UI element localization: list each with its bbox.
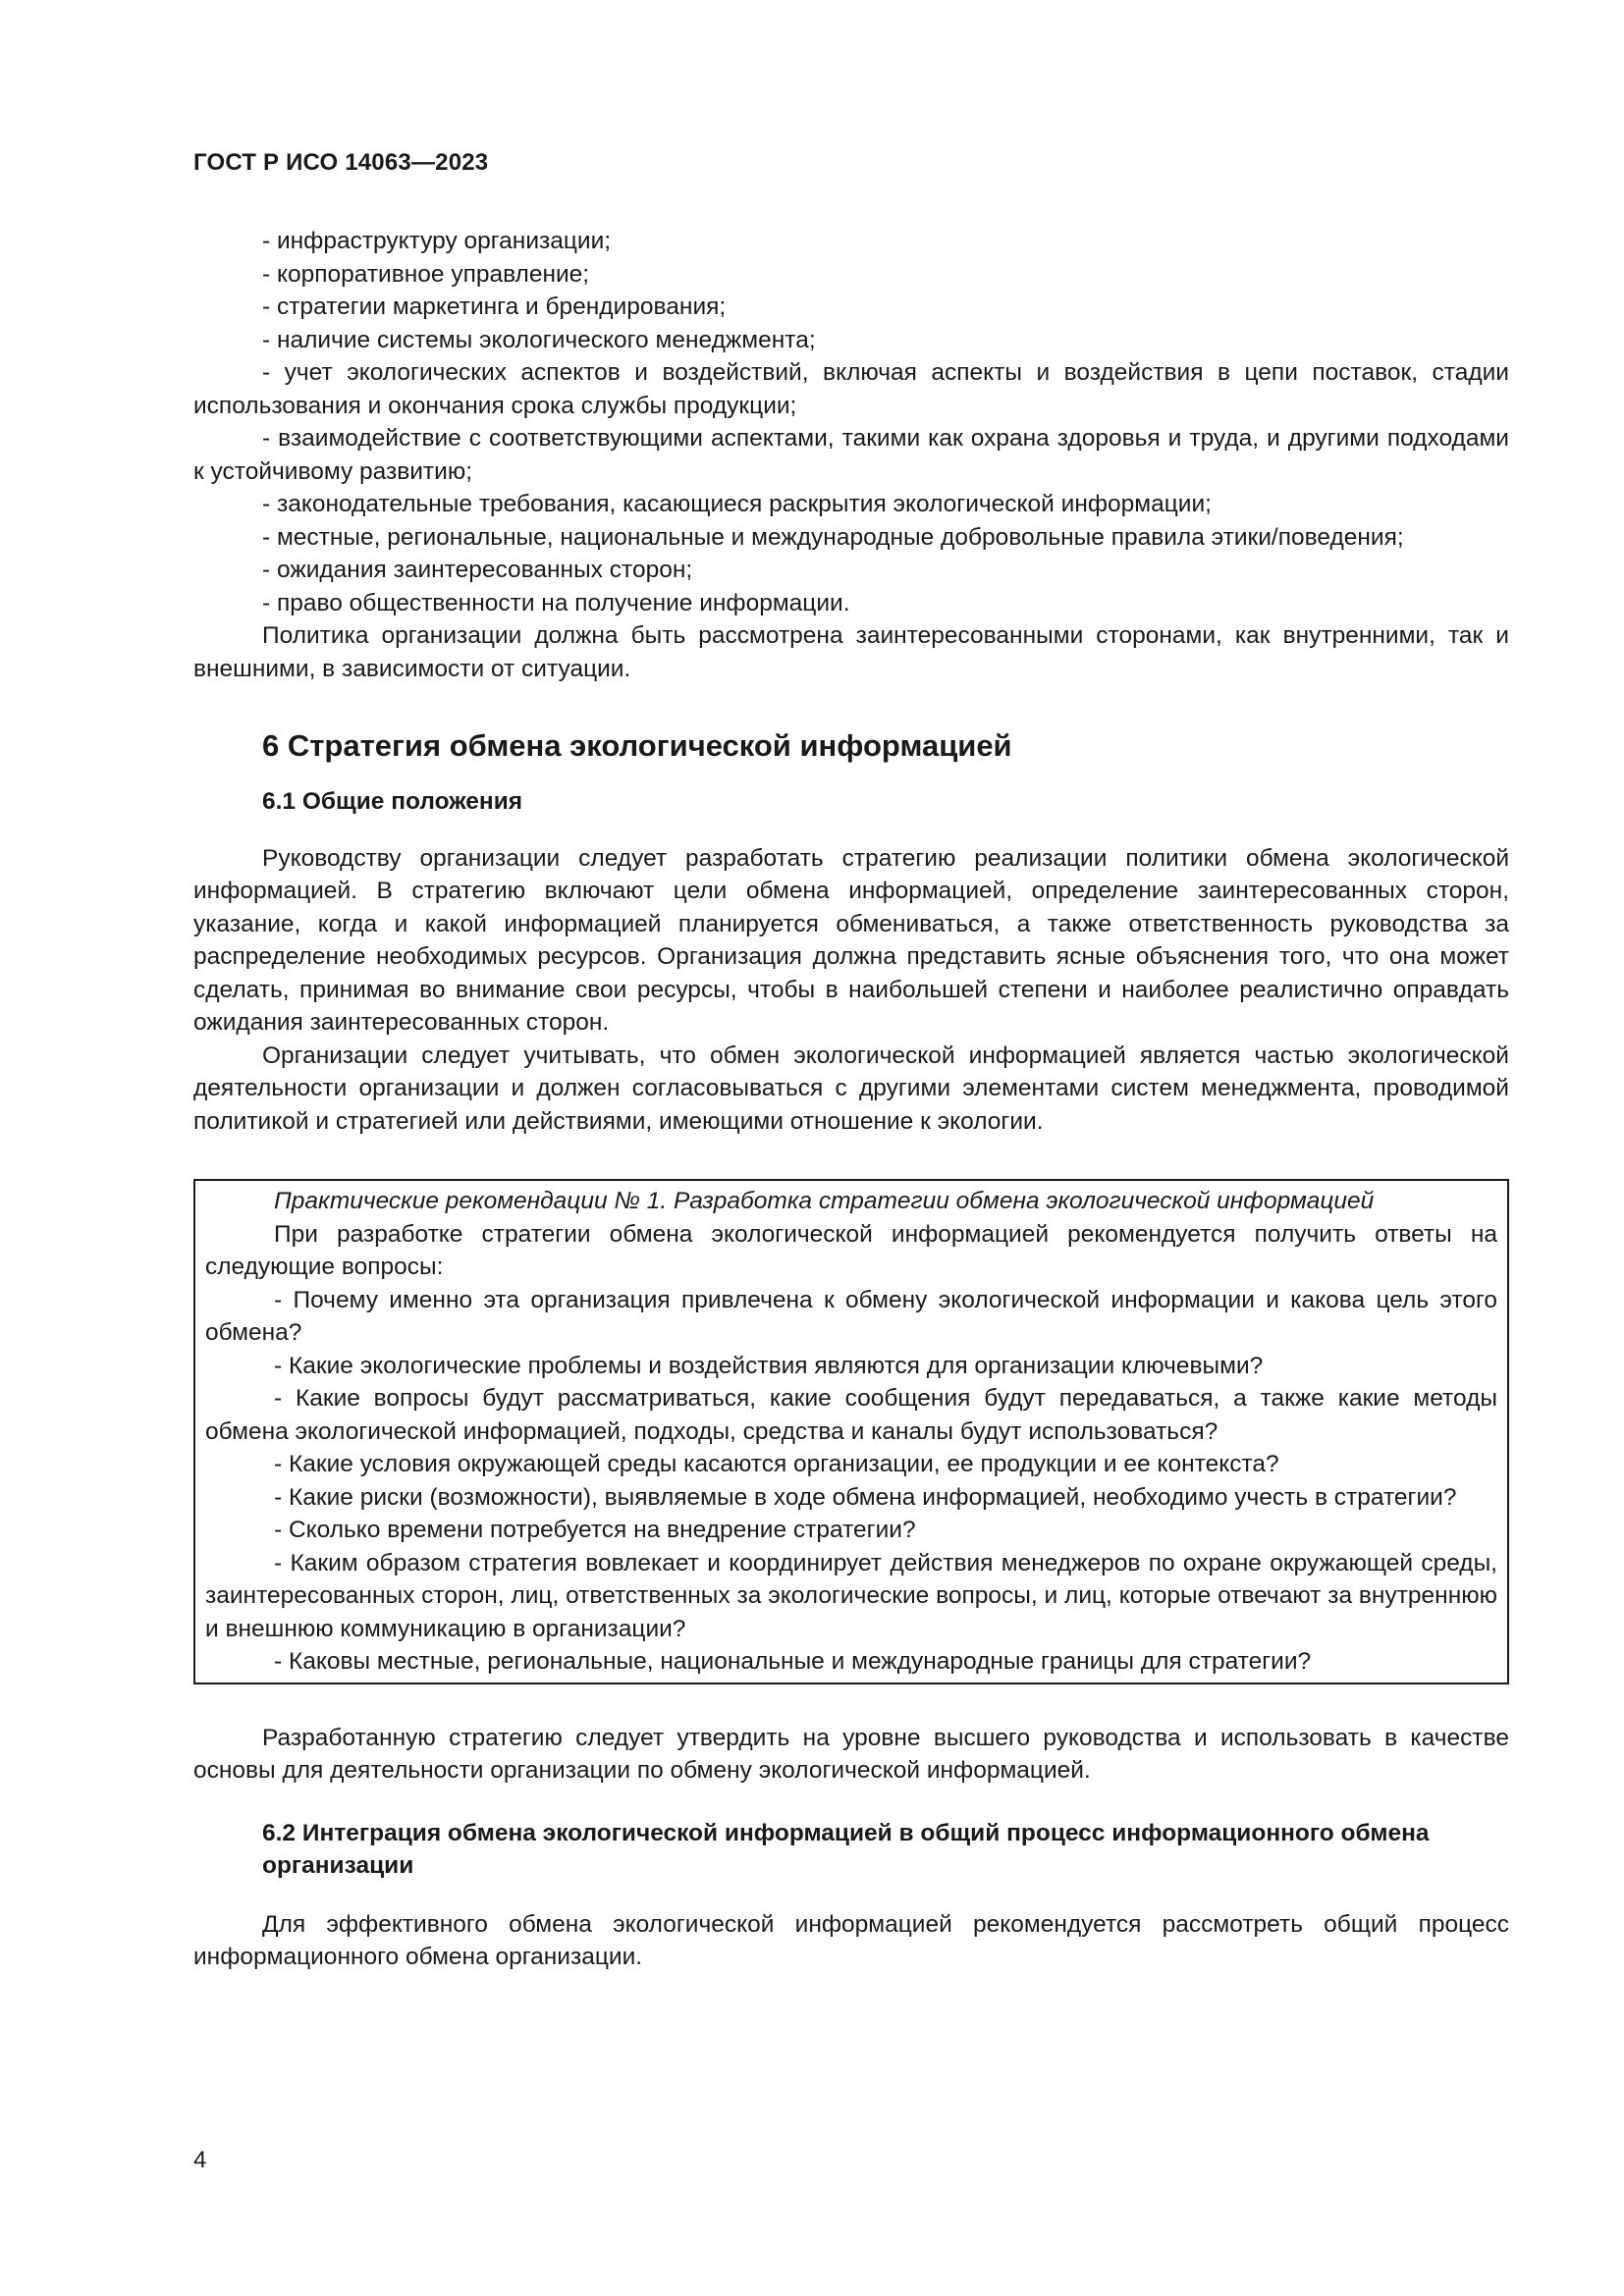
policy-factors-list <box>193 225 1509 619</box>
subsection-6-2-title: 6.2 Интеграция обмена экологической информацией в общий процесс информационного обмена организации <box>262 1819 1430 1879</box>
page-content <box>193 225 1509 1974</box>
recommendation-question: - Каким образом стратегия вовлекает и координирует действия менеджеров по охране окружающей среды, заинтересованных сторон, лиц, ответственных за экологические вопросы, и лиц, которые отвечают за внутреннюю и внешнюю коммуникацию в организации? <box>205 1549 1497 1642</box>
recommendation-question: - Почему именно эта организация привлечена к обмену экологической информации и какова цель этого обмена? <box>205 1286 1497 1346</box>
list-item: - инфраструктуру организации; <box>262 228 612 254</box>
list-item: - ожидания заинтересованных сторон; <box>262 557 693 583</box>
recommendation-question: - Какие вопросы будут рассматриваться, какие сообщения будут передаваться, а также какие методы обмена экологической информацией, подходы, средства и каналы будут использоваться? <box>205 1385 1497 1445</box>
subsection-6-1-title: 6.1 Общие положения <box>262 788 523 815</box>
paragraph: Для эффективного обмена экологической информацией рекомендуется рассмотреть общий процесс информационного обмена организации. <box>193 1910 1509 1970</box>
recommendation-question: - Сколько времени потребуется на внедрение стратегии? <box>274 1517 916 1543</box>
list-item: - взаимодействие с соответствующими аспектами, такими как охрана здоровья и труда, и другими подходами к устойчивому развитию; <box>193 425 1509 485</box>
strategy-approval-paragraph: Разработанную стратегию следует утвердить на уровне высшего руководства и использовать в качестве основы для деятельности организации по обмену экологической информацией. <box>193 1724 1509 1784</box>
recommendation-question: - Какие условия окружающей среды касаются организации, ее продукции и ее контекста? <box>274 1451 1279 1477</box>
list-item: - право общественности на получение информации. <box>262 589 850 616</box>
list-item: - учет экологических аспектов и воздействий, включая аспекты и воздействия в цепи поставок, стадии использования и окончания срока службы продукции; <box>193 359 1509 419</box>
recommendation-question: - Каковы местные, региональные, национальные и международные границы для стратегии? <box>274 1648 1312 1675</box>
list-item: - корпоративное управление; <box>262 260 590 288</box>
list-item: - стратегии маркетинга и брендирования; <box>262 294 727 320</box>
list-item: - законодательные требования, касающиеся раскрытия экологической информации; <box>262 491 1212 517</box>
recommendation-question: - Какие риски (возможности), выявляемые в ходе обмена информацией, необходимо учесть в стратегии? <box>274 1483 1457 1511</box>
page-number: 4 <box>193 2147 207 2173</box>
paragraph: Организации следует учитывать, что обмен экологической информацией является частью экологической деятельности организации и должен согласовываться с другими элементами систем менеджмента, проводимой политикой и стратегией или действиями, имеющими отношение к экологии. <box>193 1041 1509 1135</box>
paragraph: Руководству организации следует разработать стратегию реализации политики обмена экологической информацией. В стратегию включают цели обмена информацией, определение заинтересованных сторон, указание, когда и какой информацией планируется обмениваться, а также ответственность руководства за распределение необходимых ресурсов. Организация должна представить ясные объяснения того, что она может сделать, принимая во внимание свои ресурсы, чтобы в наибольшей степени и наиболее реалистично оправдать ожидания заинтересованных сторон. <box>193 844 1509 1036</box>
recommendation-question: - Какие экологические проблемы и воздействия являются для организации ключевыми? <box>274 1352 1264 1379</box>
recommendation-title: Практические рекомендации № 1. Разработка стратегии обмена экологической информацией <box>274 1188 1375 1214</box>
document-header: ГОСТ Р ИСО 14063—2023 <box>193 149 489 176</box>
policy-paragraph: Политика организации должна быть рассмотрена заинтересованными сторонами, как внутренними, так и внешними, в зависимости от ситуации. <box>193 622 1509 682</box>
section-6-title: 6 Стратегия обмена экологической информацией <box>262 728 1012 763</box>
list-item: - наличие системы экологического менеджмента; <box>262 326 816 353</box>
recommendation-intro: При разработке стратегии обмена экологической информацией рекомендуется получить ответы на следующие вопросы: <box>205 1220 1497 1280</box>
practical-recommendation-box <box>193 1179 1509 1684</box>
list-item: - местные, региональные, национальные и международные добровольные правила этики/поведения; <box>262 523 1404 551</box>
